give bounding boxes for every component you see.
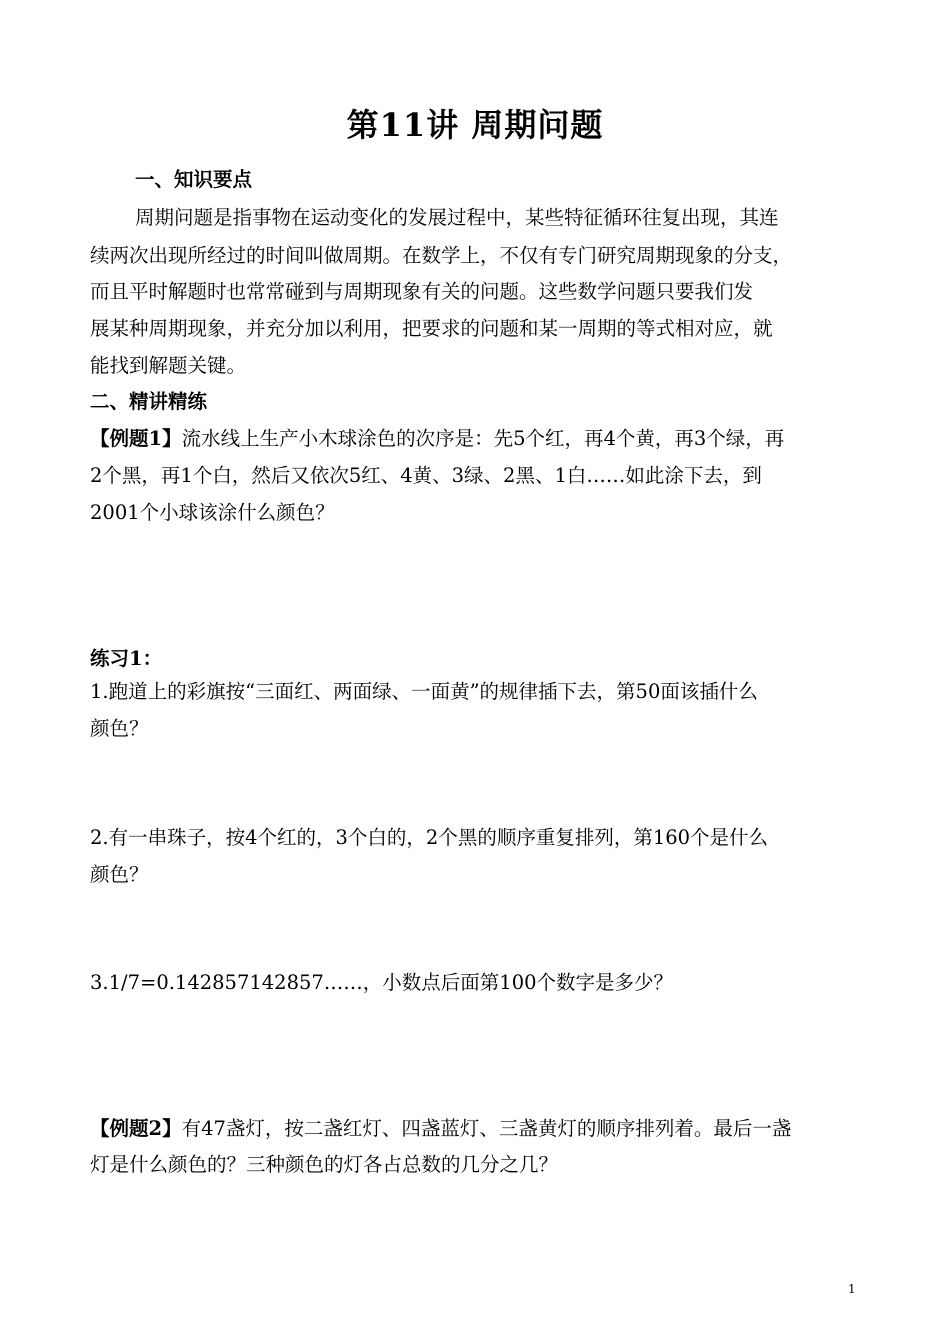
practice1-q2-line: 2.有一串珠子，按4个红的，3个白的，2个黑的顺序重复排列，第160个是什么 [90, 826, 769, 849]
practice1-heading: 练习1： [90, 647, 163, 670]
practice1-q1-line: 1.跑道上的彩旗按“三面红、两面绿、一面黄”的规律插下去，第50面该插什么 [90, 680, 758, 703]
example2-line [90, 1110, 791, 1148]
example1-line: 2个黑，再1个白，然后又依次5红、4黄、3绿、2黑、1白……如此涂下去，到 [90, 464, 762, 487]
paragraph-line: 而且平时解题时也常常碰到与周期现象有关的问题。这些数学问题只要我们发 [90, 280, 754, 303]
example1-line: 2001个小球该涂什么颜色？ [90, 501, 335, 524]
example1-text: 流水线上生产小木球涂色的次序是：先5个红，再4个黄，再3个绿，再 [181, 427, 785, 450]
practice1-q1-line: 颜色？ [90, 717, 149, 740]
section-heading-knowledge: 一、知识要点 [135, 168, 253, 191]
paragraph-line: 能找到解题关键。 [90, 354, 247, 377]
paragraph-line: 展某种周期现象，并充分加以利用，把要求的问题和某一周期的等式相对应，就 [90, 317, 773, 340]
paragraph-line: 续两次出现所经过的时间叫做周期。在数学上，不仅有专门研究周期现象的分支， [90, 244, 793, 267]
example1-line [90, 420, 784, 458]
example2-text: 有47盏灯，按二盏红灯、四盏蓝灯、三盏黄灯的顺序排列着。最后一盏 [181, 1117, 792, 1140]
example2-label: 【例题2】 [90, 1117, 182, 1140]
page-number: 1 [848, 1282, 856, 1296]
example2-line: 灯是什么颜色的？三种颜色的灯各占总数的几分之几？ [90, 1153, 559, 1176]
paragraph-line: 周期问题是指事物在运动变化的发展过程中，某些特征循环往复出现，其连 [135, 206, 779, 229]
practice1-q3-line: 3.1/7=0.142857142857……，小数点后面第100个数字是多少？ [90, 971, 674, 994]
practice1-q2-line: 颜色？ [90, 863, 149, 886]
page-title: 第11讲 周期问题 [346, 106, 604, 144]
section-heading-practice: 二、精讲精练 [90, 390, 208, 413]
example1-label: 【例题1】 [90, 427, 182, 450]
